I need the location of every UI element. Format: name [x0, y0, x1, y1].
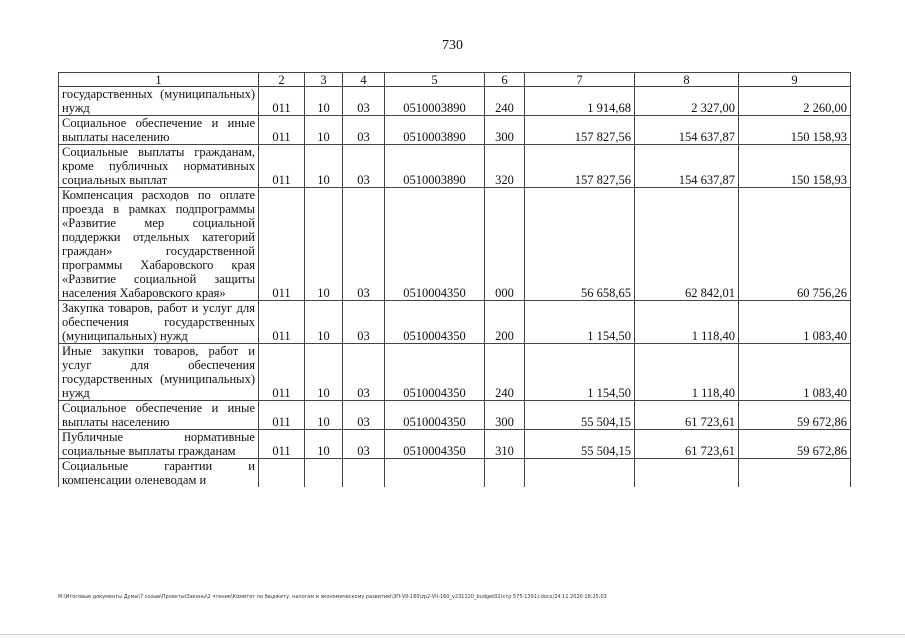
cell-section: 10 [305, 430, 343, 459]
cell-subsection: 03 [343, 344, 385, 401]
row-name: Социальное обеспечение и иные выплаты населению [59, 116, 259, 145]
cell-subsection [343, 459, 385, 488]
cell-ministry: 011 [259, 188, 305, 301]
cell-target-article: 0510003890 [385, 145, 485, 188]
cell-ministry: 011 [259, 344, 305, 401]
cell-section: 10 [305, 344, 343, 401]
row-name: Социальные гарантии и компенсации оленеводам и [59, 459, 259, 488]
cell-amount-9: 2 260,00 [739, 87, 851, 116]
row-name: Иные закупки товаров, работ и услуг для обеспечения государственных (муниципальных) нужд [59, 344, 259, 401]
column-header: 4 [343, 73, 385, 87]
cell-amount-7 [525, 459, 635, 488]
cell-expense-type [485, 459, 525, 488]
cell-subsection: 03 [343, 116, 385, 145]
table-row [59, 430, 851, 459]
cell-target-article: 0510004350 [385, 344, 485, 401]
column-header: 2 [259, 73, 305, 87]
cell-ministry [259, 459, 305, 488]
row-name: Социальное обеспечение и иные выплаты населению [59, 401, 259, 430]
cell-amount-9: 1 083,40 [739, 344, 851, 401]
cell-ministry: 011 [259, 116, 305, 145]
cell-target-article: 0510004350 [385, 401, 485, 430]
cell-section: 10 [305, 116, 343, 145]
cell-target-article: 0510004350 [385, 188, 485, 301]
cell-expense-type: 310 [485, 430, 525, 459]
cell-amount-7: 1 154,50 [525, 344, 635, 401]
column-number-row [59, 73, 851, 87]
column-header: 1 [59, 73, 259, 87]
table-row [59, 459, 851, 488]
column-header: 6 [485, 73, 525, 87]
cell-subsection: 03 [343, 188, 385, 301]
cell-section: 10 [305, 145, 343, 188]
cell-ministry: 011 [259, 401, 305, 430]
cell-amount-8 [635, 459, 739, 488]
cell-amount-8: 62 842,01 [635, 188, 739, 301]
document-path-footer: М:\Итоговые документы Думы\7 созыв\Проекты\Законы\2 чтение\Комитет по бюджету, налогам и экономическому развитию\ЗП-VII-160\zp2-VII-160_v231120_budget02(стр 575-1391).docx/24.11.2020 18:25:03 [58, 594, 607, 600]
cell-expense-type: 320 [485, 145, 525, 188]
cell-amount-7: 55 504,15 [525, 401, 635, 430]
table-row [59, 301, 851, 344]
table-row [59, 87, 851, 116]
row-name: Закупка товаров, работ и услуг для обеспечения государственных (муниципальных) нужд [59, 301, 259, 344]
table-row [59, 344, 851, 401]
cell-amount-8: 1 118,40 [635, 344, 739, 401]
page-number: 730 [442, 38, 463, 53]
table-row [59, 188, 851, 301]
cell-amount-7: 55 504,15 [525, 430, 635, 459]
cell-amount-7: 157 827,56 [525, 145, 635, 188]
cell-amount-9: 60 756,26 [739, 188, 851, 301]
cell-amount-7: 56 658,65 [525, 188, 635, 301]
cell-amount-9: 150 158,93 [739, 116, 851, 145]
cell-amount-7: 157 827,56 [525, 116, 635, 145]
row-name: Социальные выплаты гражданам, кроме публичных нормативных социальных выплат [59, 145, 259, 188]
cell-section: 10 [305, 188, 343, 301]
column-header: 5 [385, 73, 485, 87]
page-bottom-divider [0, 634, 905, 635]
cell-section: 10 [305, 87, 343, 116]
cell-section [305, 459, 343, 488]
cell-section: 10 [305, 301, 343, 344]
cell-expense-type: 300 [485, 116, 525, 145]
cell-target-article: 0510004350 [385, 430, 485, 459]
cell-amount-9: 150 158,93 [739, 145, 851, 188]
cell-ministry: 011 [259, 145, 305, 188]
column-header: 3 [305, 73, 343, 87]
cell-ministry: 011 [259, 301, 305, 344]
cell-amount-9: 59 672,86 [739, 430, 851, 459]
cell-amount-9: 59 672,86 [739, 401, 851, 430]
cell-expense-type: 240 [485, 87, 525, 116]
cell-amount-8: 2 327,00 [635, 87, 739, 116]
cell-ministry: 011 [259, 87, 305, 116]
cell-target-article [385, 459, 485, 488]
row-name: Публичные нормативные социальные выплаты гражданам [59, 430, 259, 459]
table-row [59, 116, 851, 145]
cell-expense-type: 240 [485, 344, 525, 401]
cell-amount-8: 61 723,61 [635, 401, 739, 430]
cell-amount-7: 1 914,68 [525, 87, 635, 116]
table-row [59, 401, 851, 430]
budget-table [58, 72, 851, 487]
cell-subsection: 03 [343, 301, 385, 344]
cell-amount-8: 154 637,87 [635, 145, 739, 188]
cell-amount-9: 1 083,40 [739, 301, 851, 344]
cell-subsection: 03 [343, 145, 385, 188]
row-name: Компенсация расходов по оплате проезда в рамках подпрограммы «Развитие мер социальной поддержки отдельных категорий граждан» государственной программы Хабаровского края «Развитие социальной защиты населения Хабаровского края» [59, 188, 259, 301]
cell-target-article: 0510004350 [385, 301, 485, 344]
cell-ministry: 011 [259, 430, 305, 459]
cell-expense-type: 200 [485, 301, 525, 344]
cell-subsection: 03 [343, 401, 385, 430]
cell-section: 10 [305, 401, 343, 430]
cell-amount-7: 1 154,50 [525, 301, 635, 344]
column-header: 7 [525, 73, 635, 87]
cell-subsection: 03 [343, 430, 385, 459]
cell-expense-type: 300 [485, 401, 525, 430]
cell-amount-8: 154 637,87 [635, 116, 739, 145]
column-header: 8 [635, 73, 739, 87]
cell-expense-type: 000 [485, 188, 525, 301]
column-header: 9 [739, 73, 851, 87]
cell-subsection: 03 [343, 87, 385, 116]
cell-amount-9 [739, 459, 851, 488]
cell-amount-8: 61 723,61 [635, 430, 739, 459]
cell-amount-8: 1 118,40 [635, 301, 739, 344]
row-name: государственных (муниципальных) нужд [59, 87, 259, 116]
cell-target-article: 0510003890 [385, 87, 485, 116]
table-row [59, 145, 851, 188]
cell-target-article: 0510003890 [385, 116, 485, 145]
